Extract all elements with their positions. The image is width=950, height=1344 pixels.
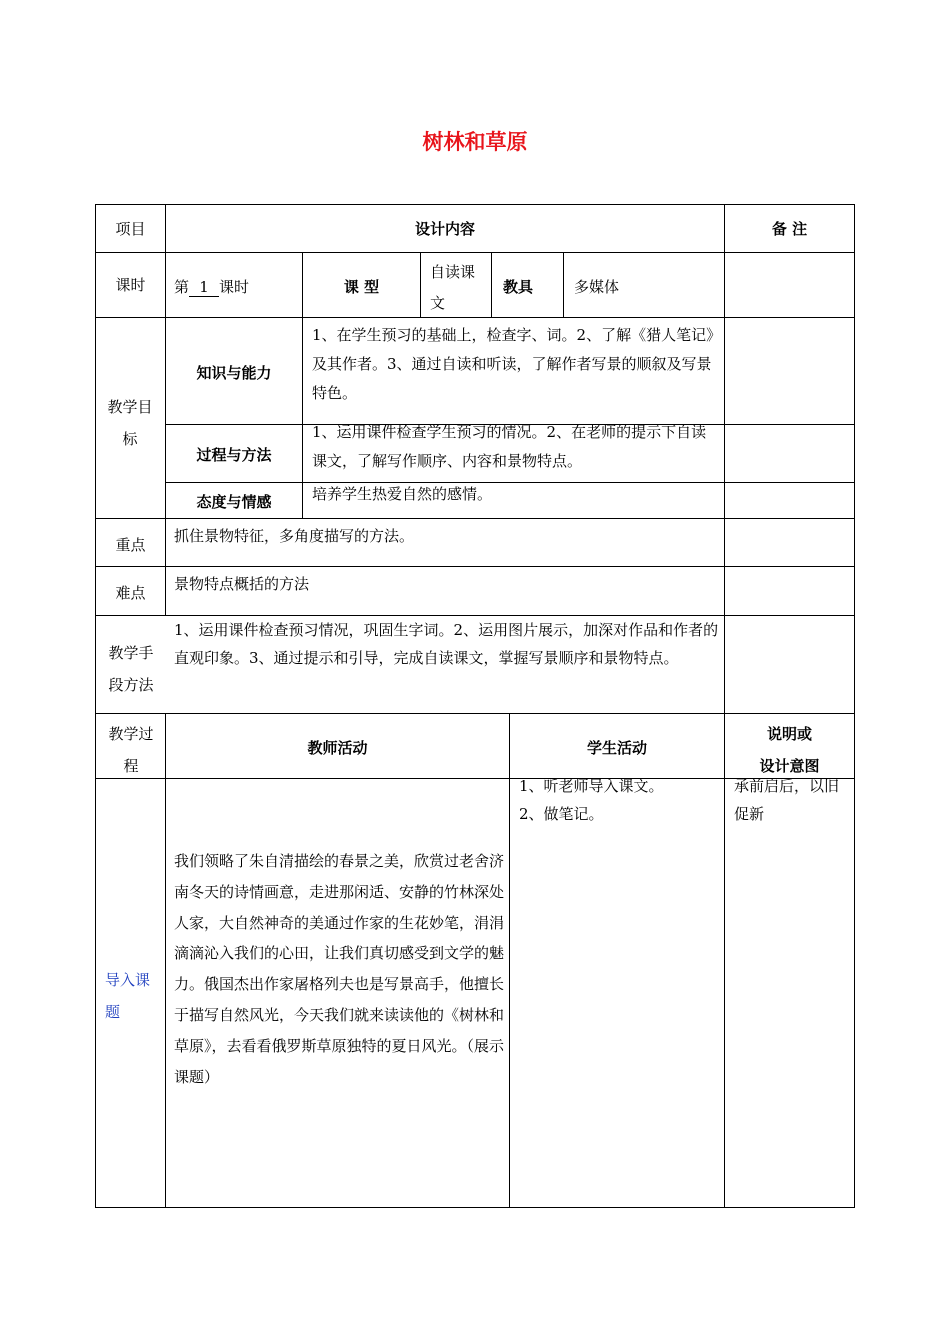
lesson-label: 课时: [115, 276, 146, 294]
lesson-tools-label: 教具: [503, 278, 534, 296]
intro-note: 承前启后，以旧促新: [734, 777, 840, 823]
key-point-label: 重点: [115, 536, 146, 554]
student-activity-header: 学生活动: [586, 739, 647, 757]
key-point-text: 抓住景物特征，多角度描写的方法。: [174, 527, 415, 545]
attitude-text: 培养学生热爱自然的感情。: [312, 485, 493, 503]
header-item: 项目: [115, 220, 146, 238]
knowledge-label: 知识与能力: [196, 364, 272, 382]
teacher-activity-header: 教师活动: [307, 739, 368, 757]
methods-label: 教学手段方法: [108, 644, 154, 694]
page-title: 树林和草原: [422, 130, 528, 154]
header-note: 备 注: [771, 220, 808, 238]
intro-label: 导入课题: [105, 971, 151, 1021]
process-text: 1、运用课件检查学生预习的情况。2、在老师的提示下自读课文，了解写作顺序、内容和景物特点。: [312, 423, 707, 470]
process-header-label: 教学过程: [108, 725, 154, 775]
lesson-count: 第 1 课时: [174, 278, 250, 296]
lesson-type-value: 自读课文: [430, 263, 476, 312]
methods-text: 1、运用课件检查预习情况，巩固生字词。2、运用图片展示，加深对作品和作者的直观印象。3、通过提示和引导，完成自读课文，掌握写景顺序和景物特点。: [174, 621, 719, 667]
lesson-type-label: 课 型: [343, 278, 380, 296]
process-label: 过程与方法: [196, 446, 272, 464]
difficulty-text: 景物特点概括的方法: [174, 575, 310, 593]
difficulty-label: 难点: [115, 584, 146, 602]
intro-student-activity: 1、听老师导入课文。 2、做笔记。: [519, 777, 664, 823]
objectives-label: 教学目标: [107, 398, 153, 448]
header-content: 设计内容: [414, 220, 475, 238]
intro-teacher-text: 我们领略了朱自清描绘的春景之美，欣赏过老舍济南冬天的诗情画意，走进那闲适、安静的竹林深处人家，大自然神奇的美通过作家的生花妙笔，涓涓滴滴沁入我们的心田，让我们真切感受到文学的魅力。俄国杰出作家屠格列夫也是写景高手，他擅长于描写自然风光，今天我们就来读读他的《树林和草原》，去看看俄罗斯草原独特的夏日风光。（展示课题）: [174, 852, 505, 1086]
lesson-tools-value: 多媒体: [574, 278, 620, 296]
attitude-label: 态度与情感: [196, 493, 272, 511]
knowledge-text: 1、在学生预习的基础上，检查字、词。2、了解《猎人笔记》及其作者。3、通过自读和听读，了解作者写景的顺叙及写景特色。: [312, 326, 714, 402]
design-intent-header: 说明或 设计意图: [759, 725, 820, 775]
